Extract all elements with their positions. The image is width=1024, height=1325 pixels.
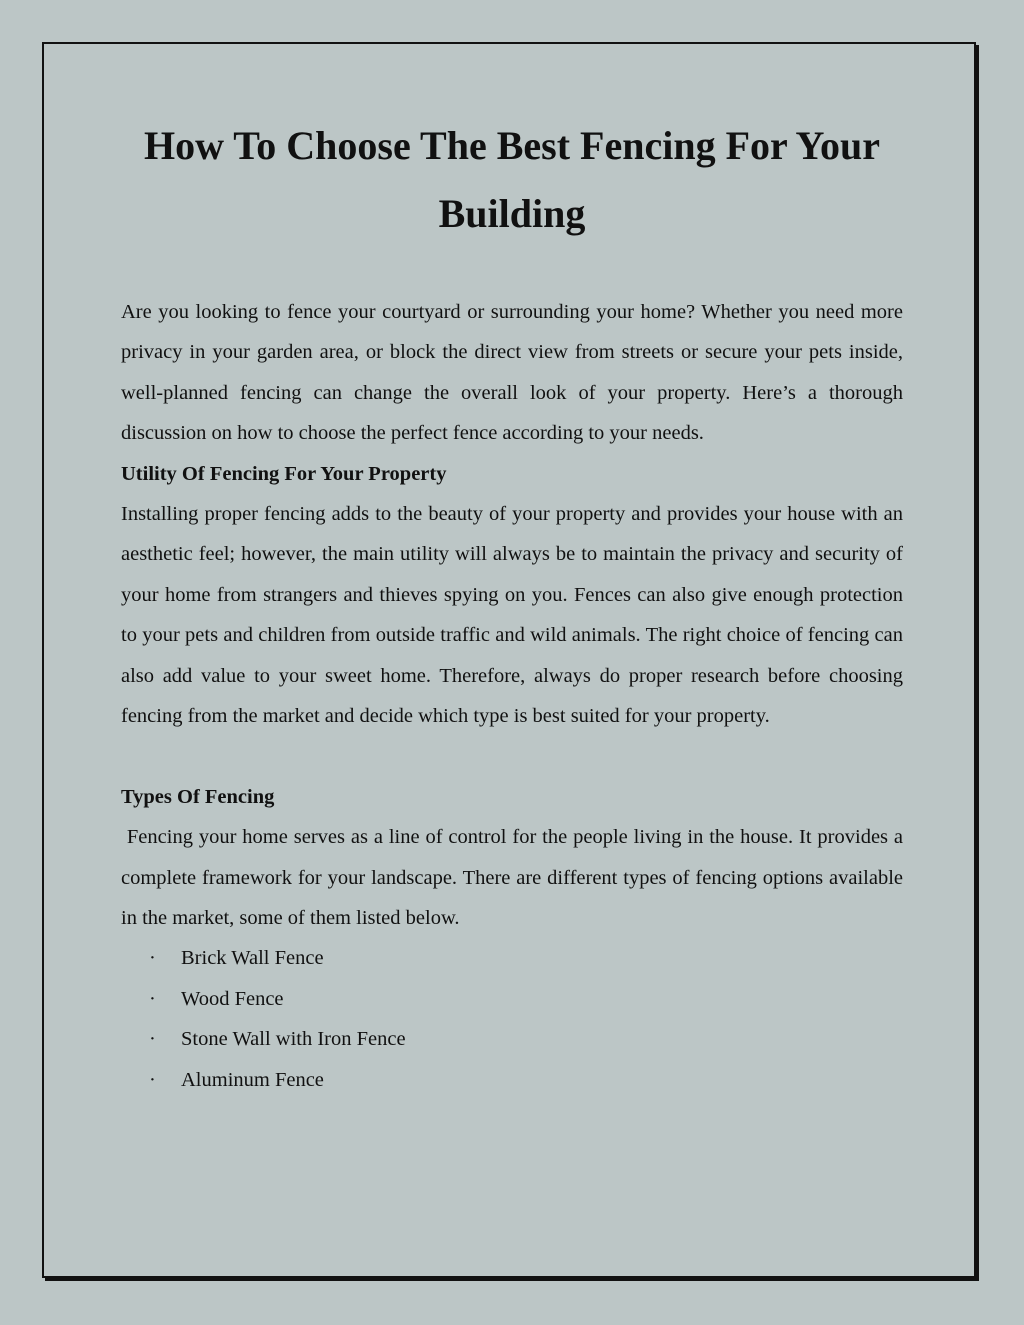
bullet-icon: · [149, 1028, 156, 1051]
list-item-label: Stone Wall with Iron Fence [181, 1028, 406, 1051]
document-content [121, 112, 909, 1100]
list-item-label: Brick Wall Fence [181, 947, 324, 970]
bullet-icon: · [149, 947, 156, 970]
section-heading-types: Types Of Fencing [121, 785, 275, 808]
intro-paragraph: Are you looking to fence your courtyard or surrounding your home? Whether you need more privacy in your garden area, or block the direct view from streets or secure your pets inside, well-planned fencing can change the overall look of your property. Here’s a thorough discussion on how to choose the perfect fence according to your needs. [121, 301, 903, 445]
list-item [121, 938, 903, 978]
fence-types-list [121, 938, 903, 1100]
list-item [121, 1019, 903, 1059]
section-heading-utility: Utility Of Fencing For Your Property [121, 462, 447, 485]
list-item [121, 1060, 903, 1100]
list-item-label: Wood Fence [181, 987, 284, 1010]
bullet-icon: · [149, 1068, 156, 1091]
list-item-label: Aluminum Fence [181, 1068, 324, 1091]
section-body-types: Fencing your home serves as a line of control for the people living in the house. It provides a complete framework for your landscape. There are different types of fencing options available in the market, some of them listed below. [121, 826, 909, 930]
document-title: How To Choose The Best Fencing For Your Building [144, 123, 880, 236]
bullet-icon: · [149, 987, 156, 1010]
list-item [121, 979, 903, 1019]
section-body-utility: Installing proper fencing adds to the beauty of your property and provides your house with an aesthetic feel; however, the main utility will always be to maintain the privacy and security of your home from strangers and thieves spying on you. Fences can also give enough protection to your pets and children from outside traffic and wild animals. The right choice of fencing can also add value to your sweet home. Therefore, always do proper research before choosing fencing from the market and decide which type is best suited for your property. [121, 503, 903, 728]
